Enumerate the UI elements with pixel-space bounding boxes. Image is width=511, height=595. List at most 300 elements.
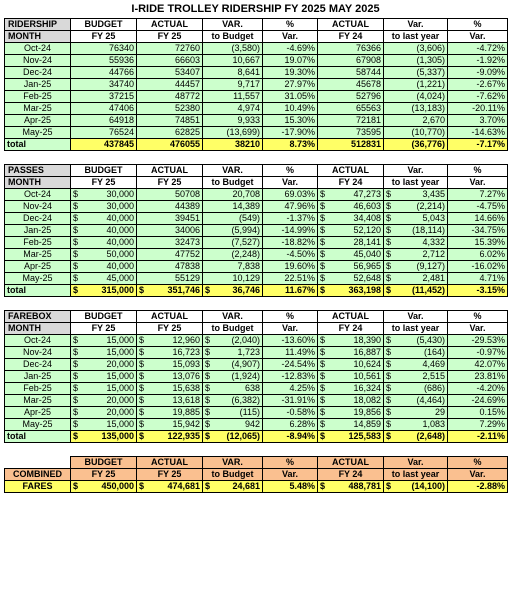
cell-value: 942 [244,419,260,429]
cell-value: 351,746 [167,285,200,295]
total-actual-fy24 [318,431,384,443]
currency-symbol: $ [386,481,392,491]
column-header: % [448,19,508,31]
currency-symbol: $ [205,407,211,417]
currency-symbol: $ [386,431,392,441]
currency-symbol: $ [320,359,326,369]
table-cell: 52380 [137,103,203,115]
currency-symbol: $ [386,285,392,295]
table-cell: 76340 [71,43,137,55]
column-header: FY 24 [318,323,384,335]
table-cell: 66603 [137,55,203,67]
table-cell: (13,699) [203,127,263,139]
cell-value: 52,120 [353,225,381,235]
currency-symbol: $ [386,201,392,211]
currency-symbol: $ [386,371,392,381]
table-cell: 62825 [137,127,203,139]
actual-fy24-cell [318,237,384,249]
cell-value: (4,907) [231,359,260,369]
table-row [5,395,508,407]
column-header: to Budget [203,469,263,481]
var-last-year-cell [384,383,448,395]
pct-var-last-year-cell: 15.39% [448,237,508,249]
currency-symbol: $ [386,347,392,357]
pct-var-last-year-cell: 14.66% [448,213,508,225]
column-header: FY 25 [71,31,137,43]
table-row [5,189,508,201]
month-cell: Oct-24 [5,189,71,201]
month-cell: May-25 [5,273,71,285]
total-pct-var: -8.94% [263,431,318,443]
month-cell: Nov-24 [5,201,71,213]
actual-fy24-cell [318,347,384,359]
cell-value: 135,000 [101,431,134,441]
cell-value: 16,324 [353,383,381,393]
table-cell: (5,337) [384,67,448,79]
budget-cell [71,395,137,407]
column-header: ACTUAL [137,165,203,177]
pct-var-last-year-cell: 7.29% [448,419,508,431]
cell-value: (2,214) [416,201,445,211]
actual-fy24-cell [318,335,384,347]
header-row-bottom [5,323,508,335]
month-cell: Dec-24 [5,359,71,371]
fares-label: FARES [5,481,71,493]
pct-var-cell: -0.58% [263,407,318,419]
header-row-top [5,19,508,31]
actual-cell: 50708 [137,189,203,201]
currency-symbol: $ [205,481,211,491]
column-header: ACTUAL [137,311,203,323]
column-header: Var. [384,311,448,323]
total-cell: 8.73% [263,139,318,151]
cell-value: (1,924) [231,371,260,381]
actual-fy24-cell [318,213,384,225]
column-header: Var. [448,323,508,335]
total-var-budget [203,431,263,443]
actual-fy24-cell [318,201,384,213]
combined-table [4,456,508,493]
currency-symbol: $ [139,371,145,381]
table-cell: Nov-24 [5,55,71,67]
actual-fy24-cell [318,371,384,383]
cell-value: 13,076 [172,371,200,381]
cell-value: (14,100) [411,481,445,491]
actual-cell: 47838 [137,261,203,273]
var-last-year-cell [384,335,448,347]
column-header: COMBINED [5,469,71,481]
table-cell: 8,641 [203,67,263,79]
table-cell: 19.30% [263,67,318,79]
cell-value: 3,435 [422,189,445,199]
pct-var-cell: 19.60% [263,261,318,273]
var-last-year-cell [384,261,448,273]
fares-var-last-year [384,481,448,493]
currency-symbol: $ [386,407,392,417]
column-header: to Budget [203,31,263,43]
var-budget-cell: 20,708 [203,189,263,201]
cell-value: 16,723 [172,347,200,357]
currency-symbol: $ [205,431,211,441]
column-header: Var. [448,31,508,43]
table-cell: (13,183) [384,103,448,115]
cell-value: 20,000 [106,407,134,417]
total-cell: total [5,139,71,151]
currency-symbol: $ [73,273,79,283]
total-var-last-year [384,285,448,297]
column-header: to Budget [203,177,263,189]
currency-symbol: $ [205,347,211,357]
table-cell: 2,670 [384,115,448,127]
column-header: VAR. [203,165,263,177]
pct-var-last-year-cell: -34.75% [448,225,508,237]
cell-value: 47,273 [353,189,381,199]
currency-symbol: $ [320,395,326,405]
var-last-year-cell [384,225,448,237]
total-cell: 437845 [71,139,137,151]
column-header: Var. [263,31,318,43]
var-last-year-cell [384,407,448,419]
currency-symbol: $ [73,359,79,369]
total-cell: 476055 [137,139,203,151]
table-cell: 19.07% [263,55,318,67]
pct-var-cell: 69.03% [263,189,318,201]
total-label: total [5,431,71,443]
table-row [5,273,508,285]
table-cell: 72760 [137,43,203,55]
cell-value: 13,618 [172,395,200,405]
table-row [5,115,508,127]
pct-var-cell: -14.99% [263,225,318,237]
table-cell: 64918 [71,115,137,127]
currency-symbol: $ [73,383,79,393]
actual-fy24-cell [318,359,384,371]
header-row-top [5,311,508,323]
cell-value: 19,856 [353,407,381,417]
column-header: VAR. [203,19,263,31]
column-header: to last year [384,323,448,335]
column-header: % [263,19,318,31]
currency-symbol: $ [386,249,392,259]
cell-value: (115) [239,407,260,417]
total-actual [137,431,203,443]
total-pct-var-last-year: -2.11% [448,431,508,443]
cell-value: 15,000 [106,383,134,393]
column-header: % [263,165,318,177]
pct-var-last-year-cell: 0.15% [448,407,508,419]
currency-symbol: $ [73,261,79,271]
header-row-top [5,165,508,177]
var-budget-cell: 7,838 [203,261,263,273]
cell-value: 30,000 [106,201,134,211]
passes-table [4,164,508,297]
currency-symbol: $ [386,395,392,405]
pct-var-last-year-cell: 4.71% [448,273,508,285]
currency-symbol: $ [320,249,326,259]
table-cell: 44766 [71,67,137,79]
column-header: Var. [263,323,318,335]
total-row [5,431,508,443]
currency-symbol: $ [320,261,326,271]
table-cell: 47406 [71,103,137,115]
cell-value: (164) [423,347,445,357]
month-cell: May-25 [5,419,71,431]
currency-symbol: $ [386,419,392,429]
column-header: FY 25 [137,323,203,335]
column-header: to last year [384,177,448,189]
currency-symbol: $ [320,285,326,295]
column-header: BUDGET [71,311,137,323]
column-header: % [448,165,508,177]
currency-symbol: $ [320,347,326,357]
cell-value: 15,942 [172,419,200,429]
month-cell: Mar-25 [5,395,71,407]
cell-value: 19,885 [172,407,200,417]
actual-cell: 39451 [137,213,203,225]
currency-symbol: $ [139,419,145,429]
cell-value: 5,043 [422,213,445,223]
pct-var-last-year-cell: -16.02% [448,261,508,273]
cell-value: 125,583 [348,431,381,441]
var-last-year-cell [384,213,448,225]
month-cell: Oct-24 [5,335,71,347]
cell-value: 56,965 [353,261,381,271]
table-cell: -4.72% [448,43,508,55]
column-header: FY 25 [137,31,203,43]
cell-value: 2,481 [422,273,445,283]
pct-var-cell: -1.37% [263,213,318,225]
table-cell: 31.05% [263,91,318,103]
column-header: % [448,311,508,323]
cell-value: 4,469 [422,359,445,369]
currency-symbol: $ [205,335,211,345]
table-cell: 67908 [318,55,384,67]
actual-cell: 55129 [137,273,203,285]
actual-fy24-cell [318,189,384,201]
table-cell: Apr-25 [5,115,71,127]
column-header [5,457,71,469]
actual-cell: 32473 [137,237,203,249]
column-header: FY 25 [71,323,137,335]
cell-value: 34,408 [353,213,381,223]
header-row-bottom [5,31,508,43]
actual-fy24-cell [318,249,384,261]
currency-symbol: $ [73,237,79,247]
cell-value: (5,430) [416,335,445,345]
var-budget-cell: 14,389 [203,201,263,213]
cell-value: (11,452) [411,285,445,295]
pct-var-cell: -31.91% [263,395,318,407]
pct-var-last-year-cell: -4.75% [448,201,508,213]
pct-var-last-year-cell: 42.07% [448,359,508,371]
budget-cell [71,201,137,213]
fares-row [5,481,508,493]
table-cell: 74851 [137,115,203,127]
column-header: Var. [448,177,508,189]
pct-var-cell: -24.54% [263,359,318,371]
var-last-year-cell [384,237,448,249]
actual-cell [137,347,203,359]
cell-value: 20,000 [106,359,134,369]
fares-pct-var-last-year: -2.88% [448,481,508,493]
column-header: Var. [384,19,448,31]
total-cell: 512831 [318,139,384,151]
column-header: RIDERSHIP [5,19,71,31]
budget-cell [71,407,137,419]
fares-budget [71,481,137,493]
cell-value: 638 [244,383,260,393]
column-header: ACTUAL [137,19,203,31]
column-header: ACTUAL [137,457,203,469]
var-last-year-cell [384,249,448,261]
pct-var-last-year-cell: 6.02% [448,249,508,261]
table-cell: 10,667 [203,55,263,67]
actual-cell [137,371,203,383]
currency-symbol: $ [73,371,79,381]
currency-symbol: $ [320,189,326,199]
cell-value: 52,648 [353,273,381,283]
column-header: Var. [384,457,448,469]
currency-symbol: $ [73,225,79,235]
column-header: BUDGET [71,165,137,177]
table-cell: -1.92% [448,55,508,67]
pct-var-last-year-cell: 7.27% [448,189,508,201]
var-last-year-cell [384,189,448,201]
actual-fy24-cell [318,407,384,419]
cell-value: 29 [434,407,445,417]
actual-cell [137,383,203,395]
actual-cell: 34006 [137,225,203,237]
pct-var-cell: -4.50% [263,249,318,261]
table-row [5,347,508,359]
currency-symbol: $ [73,481,79,491]
column-header: to Budget [203,323,263,335]
table-row [5,43,508,55]
cell-value: 18,390 [353,335,381,345]
currency-symbol: $ [320,237,326,247]
currency-symbol: $ [386,273,392,283]
currency-symbol: $ [205,285,211,295]
pct-var-last-year-cell: -29.53% [448,335,508,347]
cell-value: 1,723 [237,347,260,357]
currency-symbol: $ [73,213,79,223]
cell-value: 45,000 [106,273,134,283]
actual-cell [137,407,203,419]
budget-cell [71,237,137,249]
table-cell: -2.67% [448,79,508,91]
pct-var-cell: 11.49% [263,347,318,359]
table-cell: (4,024) [384,91,448,103]
table-row [5,359,508,371]
header-row-bottom [5,469,508,481]
actual-cell [137,419,203,431]
header-row-top [5,457,508,469]
cell-value: 315,000 [101,285,134,295]
total-label: total [5,285,71,297]
currency-symbol: $ [73,395,79,405]
currency-symbol: $ [386,383,392,393]
actual-fy24-cell [318,383,384,395]
var-budget-cell [203,359,263,371]
column-header: FAREBOX [5,311,71,323]
var-last-year-cell [384,347,448,359]
table-row [5,225,508,237]
column-header: Var. [263,469,318,481]
pct-var-last-year-cell: 23.81% [448,371,508,383]
budget-cell [71,359,137,371]
cell-value: (9,127) [416,261,445,271]
cell-value: 50,000 [106,249,134,259]
currency-symbol: $ [320,371,326,381]
currency-symbol: $ [320,335,326,345]
var-budget-cell [203,371,263,383]
column-header: FY 24 [318,177,384,189]
currency-symbol: $ [139,347,145,357]
table-row [5,213,508,225]
table-cell: 34740 [71,79,137,91]
table-row [5,249,508,261]
column-header: PASSES [5,165,71,177]
cell-value: 2,712 [422,249,445,259]
actual-cell: 47752 [137,249,203,261]
cell-value: 20,000 [106,395,134,405]
total-row [5,139,508,151]
column-header: % [263,457,318,469]
var-budget-cell [203,419,263,431]
cell-value: 36,746 [232,285,260,295]
table-cell: 9,933 [203,115,263,127]
total-cell: 38210 [203,139,263,151]
cell-value: (18,114) [412,225,445,235]
month-cell: Jan-25 [5,371,71,383]
column-header: FY 25 [137,469,203,481]
column-header: FY 25 [71,469,137,481]
column-header: % [263,311,318,323]
column-header: BUDGET [71,19,137,31]
var-budget-cell: (5,994) [203,225,263,237]
var-last-year-cell [384,201,448,213]
actual-fy24-cell [318,395,384,407]
currency-symbol: $ [386,225,392,235]
currency-symbol: $ [386,359,392,369]
cell-value: 1,083 [422,419,445,429]
column-header: VAR. [203,457,263,469]
table-cell: 37215 [71,91,137,103]
cell-value: 15,000 [106,335,134,345]
table-cell: -9.09% [448,67,508,79]
currency-symbol: $ [139,395,145,405]
currency-symbol: $ [320,431,326,441]
currency-symbol: $ [139,481,145,491]
total-pct-var: 11.67% [263,285,318,297]
currency-symbol: $ [73,249,79,259]
cell-value: 10,624 [353,359,381,369]
actual-cell [137,359,203,371]
cell-value: 15,000 [106,347,134,357]
column-header: FY 25 [71,177,137,189]
table-cell: 9,717 [203,79,263,91]
table-cell: 73595 [318,127,384,139]
table-row [5,103,508,115]
column-header: BUDGET [71,457,137,469]
table-cell: 3.70% [448,115,508,127]
var-budget-cell [203,395,263,407]
cell-value: (2,040) [231,335,260,345]
currency-symbol: $ [386,189,392,199]
fares-var-budget [203,481,263,493]
cell-value: (2,648) [416,431,445,441]
cell-value: 40,000 [106,225,134,235]
